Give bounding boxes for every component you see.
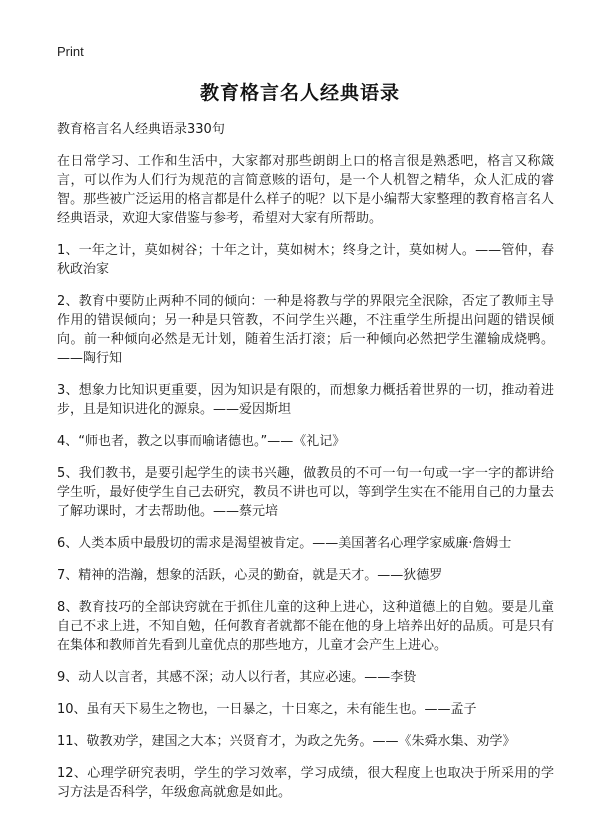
quote-3: 3、想象力比知识更重要，因为知识是有限的，而想象力概括着世界的一切，推动着进步，且是知识进化的源泉。——爱因斯坦: [57, 383, 554, 417]
intro-paragraph: 在日常学习、工作和生活中，大家都对那些朗朗上口的格言很是熟悉吧，格言又称箴言，可以作为人们行为规范的言简意赅的语句，是一个人机智之精华，众人汇成的睿智。那些被广泛运用的格言都是什么样子的呢？以下是小编帮大家整理的教育格言名人经典语录，欢迎大家借鉴与参考，希望对大家有所帮助。: [57, 154, 554, 226]
quote-1: 1、一年之计，莫如树谷；十年之计，莫如树木；终身之计，莫如树人。——管仲，春秋政治家: [57, 243, 554, 277]
quote-12: 12、心理学研究表明，学生的学习效率，学习成绩，很大程度上也取决于所采用的学习方法是否科学，年级愈高就愈是如此。: [57, 766, 554, 800]
print-link[interactable]: Print: [57, 44, 84, 59]
quote-10: 10、虽有天下易生之物也，一日暴之，十日寒之，未有能生也。——孟子: [57, 702, 477, 717]
page-title: 教育格言名人经典语录: [199, 82, 400, 104]
quote-5: 5、我们教书，是要引起学生的读书兴趣，做教员的不可一句一句或一字一字的都讲给学生听，最好使学生自己去研究，教员不讲也可以，等到学生实在不能用自己的力量去了解功课时，才去帮助他。——蔡元培: [57, 466, 554, 519]
quote-4: 4、“师也者，教之以事而喻诸德也。”——《礼记》: [57, 434, 346, 449]
quote-2: 2、教育中要防止两种不同的倾向：一种是将教与学的界限完全泯除，否定了教师主导作用的错误倾向；另一种是只管教，不问学生兴趣，不注重学生所提出问题的错误倾向。前一种倾向必然是无计划，随着生活打滚；后一种倾向必然把学生灌输成烧鸭。——陶行知: [57, 294, 554, 366]
article-subtitle: 教育格言名人经典语录330句: [57, 122, 225, 137]
quote-6: 6、人类本质中最殷切的需求是渴望被肯定。——美国著名心理学家威廉·詹姆士: [57, 536, 512, 551]
quote-7: 7、精神的浩瀚，想象的活跃，心灵的勤奋，就是天才。——狄德罗: [57, 568, 443, 583]
quote-9: 9、动人以言者，其感不深；动人以行者，其应必速。——李贽: [57, 670, 417, 685]
article-body: [57, 120, 554, 815]
quote-11: 11、敬教劝学，建国之大本；兴贤育才，为政之先务。——《朱舜水集、劝学》: [57, 734, 516, 749]
quote-8: 8、教育技巧的全部诀窍就在于抓住儿童的这种上进心，这种道德上的自勉。要是儿童自己不求上进，不知自勉，任何教育者就都不能在他的身上培养出好的品质。可是只有在集体和教师首先看到儿童优点的那些地方，儿童才会产生上进心。: [57, 600, 554, 653]
